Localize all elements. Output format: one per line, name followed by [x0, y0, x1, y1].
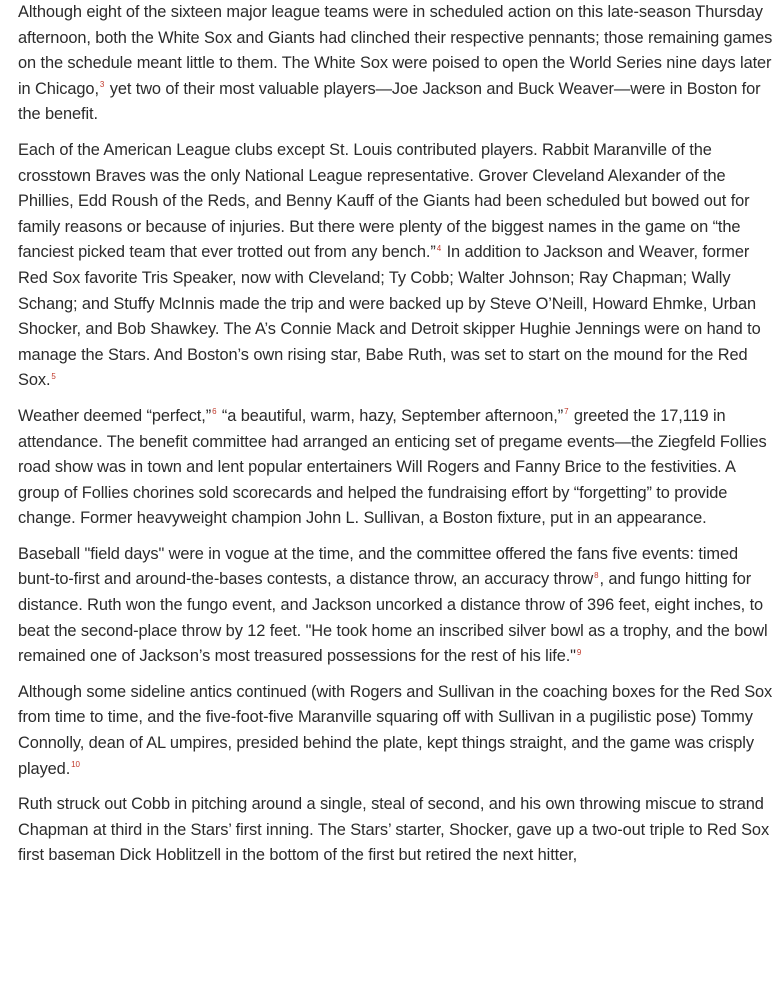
paragraph-text: In addition to Jackson and Weaver, former Red Sox favorite Tris Speaker, now with Cleveland; Ty Cobb; Walter Johnson; Ray Chapman; Wally Schang; and Stuffy McInnis made the trip and were backed up by Steve O’Neill, Howard Ehmke, Urban Shocker, and Bob Shawkey. The A’s Connie Mack and Detroit skipper Hughie Jennings were on hand to manage the Stars. And Boston’s own rising star, Babe Ruth, was set to start on the mound for the Red Sox.	[18, 243, 761, 390]
footnote-link[interactable]: 6	[212, 407, 217, 417]
paragraph-text: greeted the 17,119 in attendance. The benefit committee had arranged an enticing set of pregame events—the Ziegfeld Follies road show was in town and lent popular entertainers Will Rogers and Fanny Brice to the festivities. A group of Follies chorines sold scorecards and helped the fundraising effort by “forgetting” to provide change. Former heavyweight champion John L. Sullivan, a Boston fixture, put in an appearance.	[18, 406, 767, 528]
paragraph	[18, 138, 774, 394]
paragraph-text: yet two of their most valuable players—Joe Jackson and Buck Weaver—were in Boston for the benefit.	[18, 79, 761, 124]
paragraph	[18, 792, 774, 869]
footnote-link[interactable]: 3	[99, 80, 105, 90]
paragraph-text: Although some sideline antics continued (with Rogers and Sullivan in the coaching boxes for the Red Sox from time to time, and the five-foot-five Maranville squaring off with Sullivan in a pugilistic pose) Tommy Connolly, dean of AL umpires, presided behind the plate, kept things straight, and the game was crisply played.	[18, 682, 773, 778]
footnote-link[interactable]: 9	[576, 647, 582, 657]
paragraph-text: , and fungo hitting for distance. Ruth won the fungo event, and Jackson uncorked a distance throw of 396 feet, eight inches, to beat the second-place throw by 12 feet. "He took home an inscribed silver bowl as a trophy, and the bowl remained one of Jackson’s most treasured possessions for the rest of his life."	[18, 570, 768, 666]
footnote-link[interactable]: 5	[51, 371, 56, 381]
article-body	[18, 0, 774, 879]
footnote-link[interactable]: 8	[594, 571, 599, 580]
footnote-link[interactable]: 10	[71, 760, 80, 770]
paragraph	[18, 0, 774, 128]
paragraph-text: Although eight of the sixteen major league teams were in scheduled action on this late-season Thursday afternoon, both the White Sox and Giants had clinched their respective pennants; those remaining games on the schedule meant little to them. The White Sox were poised to open the World Series nine days later in Chicago,	[18, 3, 773, 98]
paragraph	[18, 404, 774, 532]
paragraph-text: Each of the American League clubs except St. Louis contributed players. Rabbit Maranville of the crosstown Braves was the only National League representative. Grover Cleveland Alexander of the Phillies, Edd Roush of the Reds, and Benny Kauff of the Giants had been scheduled but bowed out for family reasons or because of injuries. But there were plenty of the biggest names in the game on “the fanciest picked team that ever trotted out from any bench.”	[18, 140, 750, 262]
paragraph	[18, 542, 774, 670]
footnote-link[interactable]: 4	[436, 243, 442, 253]
paragraph-text: “a beautiful, warm, hazy, September afternoon,”	[217, 406, 564, 425]
paragraph-text: Baseball "field days" were in vogue at the time, and the committee offered the fans five events: timed bunt-to-first and around-the-bases contests, a distance throw, an accuracy throw	[18, 544, 738, 589]
paragraph-text: Ruth struck out Cobb in pitching around a single, steal of second, and his own throwing miscue to strand Chapman at third in the Stars’ first inning. The Stars’ starter, Shocker, gave up a two-out triple to Red Sox first baseman Dick Hoblitzell in the bottom of the first but retired the next hitter,	[18, 795, 770, 865]
paragraph	[18, 680, 774, 782]
paragraph-text: Weather deemed “perfect,”	[18, 406, 212, 425]
footnote-link[interactable]: 7	[564, 407, 569, 417]
